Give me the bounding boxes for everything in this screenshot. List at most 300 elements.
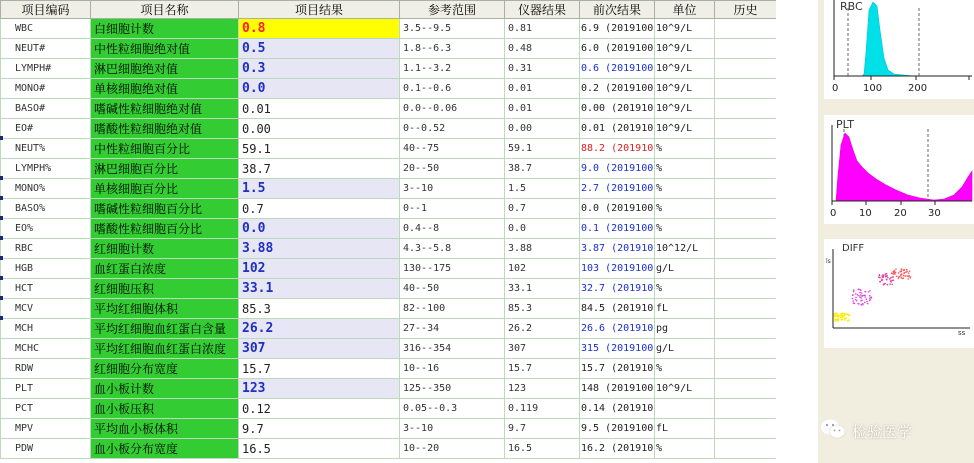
row-instrument-result: 0.81 xyxy=(505,19,580,39)
row-item-name: 血小板分布宽度 xyxy=(91,439,239,459)
watermark xyxy=(820,418,912,444)
row-result[interactable]: 0.5 xyxy=(239,39,400,59)
row-unit: fL xyxy=(655,299,715,319)
diff-point xyxy=(907,278,909,280)
row-previous-result: 9.0 (2019100 xyxy=(580,159,655,179)
row-result[interactable]: 16.5 xyxy=(239,439,400,459)
row-item-name: 嗜酸性粒细胞百分比 xyxy=(91,219,239,239)
row-unit: % xyxy=(655,359,715,379)
table-row[interactable] xyxy=(1,379,777,399)
row-reference-range: 130--175 xyxy=(400,259,505,279)
row-code: LYMPH# xyxy=(1,59,91,79)
diff-point xyxy=(906,269,908,271)
row-code: EO# xyxy=(1,119,91,139)
diff-point xyxy=(895,268,897,270)
row-item-name: 平均血小板体积 xyxy=(91,419,239,439)
row-unit: % xyxy=(655,139,715,159)
wechat-icon xyxy=(820,418,846,444)
row-instrument-result: 26.2 xyxy=(505,319,580,339)
row-history xyxy=(715,59,777,79)
row-item-name: 嗜碱性粒细胞百分比 xyxy=(91,199,239,219)
row-code: MCV xyxy=(1,299,91,319)
diff-point xyxy=(891,273,893,275)
row-unit: 10^9/L xyxy=(655,39,715,59)
row-reference-range: 0.4--8 xyxy=(400,219,505,239)
diff-point xyxy=(867,303,869,305)
diff-y-axis-label: ls xyxy=(826,258,831,265)
diff-point xyxy=(857,294,859,296)
row-instrument-result: 0.31 xyxy=(505,59,580,79)
row-code: BASO% xyxy=(1,199,91,219)
diff-point xyxy=(833,318,835,320)
diff-point xyxy=(890,281,892,283)
row-result[interactable]: 123 xyxy=(239,379,400,399)
col-header-instrument[interactable]: 仪器结果 xyxy=(505,1,580,19)
table-header xyxy=(1,1,777,19)
row-code: NEUT% xyxy=(1,139,91,159)
rbc-histogram-label: RBC xyxy=(840,0,863,13)
histogram-panel xyxy=(818,0,974,463)
row-history xyxy=(715,399,777,419)
diff-point xyxy=(861,295,863,297)
diff-point xyxy=(883,276,885,278)
diff-point xyxy=(887,284,889,286)
row-result[interactable]: 26.2 xyxy=(239,319,400,339)
row-marker xyxy=(0,256,3,260)
table-row[interactable] xyxy=(1,39,777,59)
diff-point xyxy=(859,292,861,294)
diff-point xyxy=(885,276,887,278)
row-history xyxy=(715,19,777,39)
diff-point xyxy=(852,294,854,296)
diff-point xyxy=(837,319,839,321)
row-instrument-result: 33.1 xyxy=(505,279,580,299)
row-result[interactable]: 33.1 xyxy=(239,279,400,299)
diff-point xyxy=(858,295,860,297)
table-row[interactable] xyxy=(1,259,777,279)
row-previous-result: 16.2 (201910 xyxy=(580,439,655,459)
diff-point xyxy=(860,294,862,296)
watermark-text: 检验医学 xyxy=(852,422,913,441)
row-history xyxy=(715,359,777,379)
col-header-reference[interactable]: 参考范围 xyxy=(400,1,505,19)
row-result[interactable]: 1.5 xyxy=(239,179,400,199)
diff-scatter xyxy=(824,239,974,348)
diff-point xyxy=(866,301,868,303)
row-result[interactable]: 38.7 xyxy=(239,159,400,179)
diff-point xyxy=(898,272,900,274)
diff-point xyxy=(856,300,858,302)
row-marker xyxy=(0,276,3,280)
row-previous-result: 0.01 (201910 xyxy=(580,119,655,139)
row-previous-result: 32.7 (201910 xyxy=(580,279,655,299)
table-row[interactable] xyxy=(1,419,777,439)
row-result[interactable]: 0.00 xyxy=(239,119,400,139)
row-code: MONO# xyxy=(1,79,91,99)
diff-point xyxy=(885,274,887,276)
diff-point xyxy=(852,298,854,300)
row-reference-range: 0--0.52 xyxy=(400,119,505,139)
diff-point xyxy=(863,295,865,297)
diff-point xyxy=(901,277,903,279)
row-result[interactable]: 3.88 xyxy=(239,239,400,259)
row-reference-range: 3--10 xyxy=(400,419,505,439)
rbc-histogram xyxy=(824,0,974,99)
diff-point xyxy=(861,299,863,301)
diff-point xyxy=(853,289,855,291)
diff-point xyxy=(853,291,855,293)
plt-tick-30: 30 xyxy=(928,208,941,219)
row-item-name: 血红蛋白浓度 xyxy=(91,259,239,279)
row-item-name: 红细胞压积 xyxy=(91,279,239,299)
row-previous-result: 26.6 (201910 xyxy=(580,319,655,339)
row-unit: fL xyxy=(655,419,715,439)
row-previous-result: 0.6 (2019100 xyxy=(580,59,655,79)
row-instrument-result: 307 xyxy=(505,339,580,359)
diff-point xyxy=(841,313,843,315)
col-header-previous[interactable]: 前次结果 xyxy=(580,1,655,19)
row-item-name: 淋巴细胞绝对值 xyxy=(91,59,239,79)
table-row[interactable] xyxy=(1,179,777,199)
row-item-name: 白细胞计数 xyxy=(91,19,239,39)
row-previous-result: 9.5 (2019100 xyxy=(580,419,655,439)
row-unit: 10^9/L xyxy=(655,99,715,119)
row-instrument-result: 0.00 xyxy=(505,119,580,139)
row-previous-result: 6.9 (2019100 xyxy=(580,19,655,39)
row-reference-range: 0.1--0.6 xyxy=(400,79,505,99)
diff-point xyxy=(881,275,883,277)
diff-point xyxy=(891,284,893,286)
diff-point xyxy=(879,274,881,276)
diff-scatter-label: DIFF xyxy=(842,243,865,254)
diff-point xyxy=(909,275,911,277)
row-result[interactable]: 59.1 xyxy=(239,139,400,159)
row-unit: % xyxy=(655,199,715,219)
row-history xyxy=(715,39,777,59)
diff-point xyxy=(848,319,850,321)
diff-point xyxy=(906,275,908,277)
row-item-name: 血小板压积 xyxy=(91,399,239,419)
row-item-name: 平均红细胞体积 xyxy=(91,299,239,319)
diff-point xyxy=(861,304,863,306)
row-unit: 10^9/L xyxy=(655,379,715,399)
row-item-name: 嗜酸性粒细胞绝对值 xyxy=(91,119,239,139)
table-row[interactable] xyxy=(1,339,777,359)
row-history xyxy=(715,339,777,359)
diff-point xyxy=(840,313,842,315)
row-unit: pg xyxy=(655,319,715,339)
table-row[interactable] xyxy=(1,219,777,239)
diff-point xyxy=(887,277,889,279)
diff-point xyxy=(841,316,843,318)
row-code: RDW xyxy=(1,359,91,379)
table-row[interactable] xyxy=(1,439,777,459)
row-previous-result: 2.7 (2019100 xyxy=(580,179,655,199)
row-previous-result: 0.00 (201910 xyxy=(580,99,655,119)
row-previous-result: 0.14 (201910 xyxy=(580,399,655,419)
row-history xyxy=(715,79,777,99)
row-instrument-result: 16.5 xyxy=(505,439,580,459)
plt-distribution xyxy=(836,133,972,201)
diff-point xyxy=(855,299,857,301)
row-history xyxy=(715,179,777,199)
diff-point xyxy=(903,273,905,275)
row-marker xyxy=(0,176,3,180)
row-instrument-result: 59.1 xyxy=(505,139,580,159)
row-item-name: 血小板计数 xyxy=(91,379,239,399)
row-history xyxy=(715,239,777,259)
row-reference-range: 0--1 xyxy=(400,199,505,219)
row-instrument-result: 123 xyxy=(505,379,580,399)
diff-point xyxy=(896,276,898,278)
row-unit: % xyxy=(655,179,715,199)
row-history xyxy=(715,99,777,119)
table-row[interactable] xyxy=(1,119,777,139)
diff-point xyxy=(909,271,911,273)
row-previous-result: 315 (2019100 xyxy=(580,339,655,359)
diff-point xyxy=(879,281,881,283)
row-item-name: 中性粒细胞绝对值 xyxy=(91,39,239,59)
row-code: RBC xyxy=(1,239,91,259)
row-code: MONO% xyxy=(1,179,91,199)
plt-histogram xyxy=(824,115,974,224)
row-reference-range: 125--350 xyxy=(400,379,505,399)
row-previous-result: 0.1 (2019100 xyxy=(580,219,655,239)
table-row[interactable] xyxy=(1,159,777,179)
diff-point xyxy=(859,289,861,291)
diff-point xyxy=(837,315,839,317)
row-code: EO% xyxy=(1,219,91,239)
table-row[interactable] xyxy=(1,99,777,119)
row-result[interactable]: 0.01 xyxy=(239,99,400,119)
row-result[interactable]: 0.3 xyxy=(239,59,400,79)
diff-point xyxy=(870,296,872,298)
row-result[interactable]: 85.3 xyxy=(239,299,400,319)
diff-point xyxy=(900,275,902,277)
row-reference-range: 40--75 xyxy=(400,139,505,159)
diff-point xyxy=(869,295,871,297)
diff-point xyxy=(843,316,845,318)
col-header-history[interactable]: 历史 xyxy=(715,1,777,19)
row-reference-range: 20--50 xyxy=(400,159,505,179)
row-marker xyxy=(0,236,3,240)
row-unit: g/L xyxy=(655,259,715,279)
row-previous-result: 6.0 (2019100 xyxy=(580,39,655,59)
row-result[interactable]: 0.8 xyxy=(239,19,400,39)
diff-point xyxy=(908,272,910,274)
diff-point xyxy=(861,292,863,294)
row-marker xyxy=(0,216,3,220)
row-previous-result: 15.7 (201910 xyxy=(580,359,655,379)
diff-point xyxy=(893,273,895,275)
row-history xyxy=(715,119,777,139)
row-result[interactable]: 15.7 xyxy=(239,359,400,379)
row-code: NEUT# xyxy=(1,39,91,59)
row-unit: 10^12/L xyxy=(655,239,715,259)
rbc-tick-100: 100 xyxy=(863,83,883,94)
row-item-name: 嗜碱性粒细胞绝对值 xyxy=(91,99,239,119)
row-unit: g/L xyxy=(655,339,715,359)
row-marker xyxy=(0,296,3,300)
row-marker xyxy=(0,136,3,140)
diff-point xyxy=(899,271,901,273)
plt-histogram-label: PLT xyxy=(836,118,854,131)
row-instrument-result: 38.7 xyxy=(505,159,580,179)
row-history xyxy=(715,419,777,439)
row-history xyxy=(715,279,777,299)
row-result[interactable]: 307 xyxy=(239,339,400,359)
diff-point xyxy=(855,293,857,295)
rbc-tick-0: 0 xyxy=(832,83,839,94)
row-history xyxy=(715,259,777,279)
table-row[interactable] xyxy=(1,359,777,379)
row-code: HGB xyxy=(1,259,91,279)
row-instrument-result: 0.0 xyxy=(505,219,580,239)
row-reference-range: 316--354 xyxy=(400,339,505,359)
table-row[interactable] xyxy=(1,139,777,159)
row-previous-result: 88.2 (201910 xyxy=(580,139,655,159)
row-history xyxy=(715,219,777,239)
row-history xyxy=(715,299,777,319)
row-reference-range: 82--100 xyxy=(400,299,505,319)
diff-point xyxy=(866,298,868,300)
row-result[interactable]: 0.12 xyxy=(239,399,400,419)
diff-point xyxy=(900,274,902,276)
diff-point xyxy=(894,270,896,272)
row-reference-range: 3--10 xyxy=(400,179,505,199)
row-instrument-result: 0.48 xyxy=(505,39,580,59)
row-reference-range: 3.5--9.5 xyxy=(400,19,505,39)
row-history xyxy=(715,319,777,339)
diff-point xyxy=(890,280,892,282)
row-unit: 10^9/L xyxy=(655,119,715,139)
row-result[interactable]: 0.0 xyxy=(239,219,400,239)
row-result[interactable]: 0.0 xyxy=(239,79,400,99)
rbc-tick-200: 200 xyxy=(908,83,928,94)
diff-point xyxy=(852,300,854,302)
diff-point xyxy=(855,297,857,299)
row-code: MPV xyxy=(1,419,91,439)
diff-point xyxy=(869,300,871,302)
diff-point xyxy=(835,319,837,321)
row-unit: 10^9/L xyxy=(655,79,715,99)
plt-tick-10: 10 xyxy=(859,208,872,219)
diff-point xyxy=(884,283,886,285)
diff-point xyxy=(857,303,859,305)
diff-scatter-points xyxy=(833,268,911,322)
row-marker xyxy=(0,196,3,200)
diff-point xyxy=(893,276,895,278)
diff-point xyxy=(834,315,836,317)
row-item-name: 单核细胞绝对值 xyxy=(91,79,239,99)
table-row[interactable] xyxy=(1,59,777,79)
table-row[interactable] xyxy=(1,399,777,419)
diff-point xyxy=(846,313,848,315)
row-reference-range: 10--16 xyxy=(400,359,505,379)
diff-point xyxy=(869,290,871,292)
row-history xyxy=(715,439,777,459)
row-unit: 10^9/L xyxy=(655,19,715,39)
row-unit: % xyxy=(655,279,715,299)
col-header-name[interactable]: 项目名称 xyxy=(91,1,239,19)
diff-point xyxy=(868,291,870,293)
diff-point xyxy=(864,296,866,298)
diff-point xyxy=(864,302,866,304)
table-row[interactable] xyxy=(1,199,777,219)
diff-point xyxy=(842,319,844,321)
diff-point xyxy=(903,275,905,277)
row-instrument-result: 0.01 xyxy=(505,99,580,119)
row-reference-range: 0.0--0.06 xyxy=(400,99,505,119)
diff-point xyxy=(843,313,845,315)
diff-point xyxy=(844,319,846,321)
row-unit: % xyxy=(655,219,715,239)
diff-point xyxy=(903,270,905,272)
diff-point xyxy=(838,316,840,318)
col-header-unit[interactable]: 单位 xyxy=(655,1,715,19)
row-previous-result: 3.87 (201910 xyxy=(580,239,655,259)
row-unit: % xyxy=(655,159,715,179)
diff-x-axis-label: ss xyxy=(958,329,966,337)
diff-point xyxy=(878,276,880,278)
row-code: MCHC xyxy=(1,339,91,359)
table-row[interactable] xyxy=(1,299,777,319)
row-result[interactable]: 0.7 xyxy=(239,199,400,219)
row-item-name: 平均红细胞血红蛋白含量 xyxy=(91,319,239,339)
row-code: PLT xyxy=(1,379,91,399)
row-item-name: 红细胞计数 xyxy=(91,239,239,259)
table-row[interactable] xyxy=(1,279,777,299)
diff-point xyxy=(886,273,888,275)
table-row[interactable] xyxy=(1,79,777,99)
diff-point xyxy=(835,320,837,322)
row-reference-range: 4.3--5.8 xyxy=(400,239,505,259)
diff-point xyxy=(905,275,907,277)
diff-point xyxy=(869,297,871,299)
col-header-result[interactable]: 项目结果 xyxy=(239,1,400,19)
row-code: LYMPH% xyxy=(1,159,91,179)
diff-point xyxy=(886,279,888,281)
diff-point xyxy=(865,291,867,293)
table-row[interactable] xyxy=(1,19,777,39)
splitter-area xyxy=(776,0,818,463)
row-result[interactable]: 102 xyxy=(239,259,400,279)
row-previous-result: 148 (2019100 xyxy=(580,379,655,399)
row-code: MCH xyxy=(1,319,91,339)
row-unit: 10^9/L xyxy=(655,59,715,79)
diff-point xyxy=(854,303,856,305)
row-instrument-result: 15.7 xyxy=(505,359,580,379)
row-item-name: 单核细胞百分比 xyxy=(91,179,239,199)
col-header-code[interactable]: 项目编码 xyxy=(1,1,91,19)
table-row[interactable] xyxy=(1,239,777,259)
diff-point xyxy=(881,279,883,281)
plt-tick-20: 20 xyxy=(894,208,907,219)
diff-point xyxy=(883,284,885,286)
diff-point xyxy=(860,297,862,299)
diff-point xyxy=(901,268,903,270)
row-result[interactable]: 9.7 xyxy=(239,419,400,439)
row-code: HCT xyxy=(1,279,91,299)
diff-point xyxy=(893,280,895,282)
row-instrument-result: 0.7 xyxy=(505,199,580,219)
table-row[interactable] xyxy=(1,319,777,339)
row-history xyxy=(715,379,777,399)
row-item-name: 红细胞分布宽度 xyxy=(91,359,239,379)
row-previous-result: 103 (2019100 xyxy=(580,259,655,279)
diff-point xyxy=(836,312,838,314)
row-history xyxy=(715,199,777,219)
